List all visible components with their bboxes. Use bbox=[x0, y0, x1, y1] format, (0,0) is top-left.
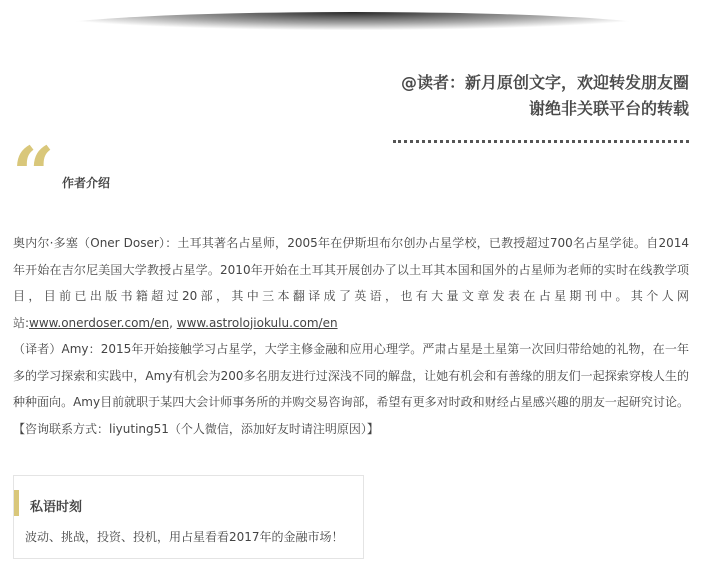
website-link-astrolojiokulu[interactable]: www.astrolojiokulu.com/en bbox=[176, 315, 338, 330]
whisper-title: 私语时刻 bbox=[30, 500, 83, 515]
top-divider-shadow bbox=[36, 12, 670, 30]
reprint-notice-line1: @读者：新月原创文字，欢迎转发朋友圈 bbox=[400, 73, 689, 92]
website-link-onerdoser[interactable]: www.onerdoser.com/en bbox=[29, 315, 170, 330]
reprint-notice-line2: 谢绝非关联平台的转载 bbox=[528, 99, 689, 118]
quote-icon: “ bbox=[12, 132, 55, 218]
translator-bio-paragraph: （译者）Amy：2015年开始接触学习占星学，大学主修金融和应用心理学。严肃占星是土星第一次回归带给她的礼物，在一年多的学习探索和实践中，Amy有机会为200多名朋友进行过深浅不同的解盘，让她有机会和有善缘的朋友们一起探索穿梭人生的种种面向。Amy目前就职于某四大会计师事务所的并购交易咨询部，希望有更多对时政和财经占星感兴趣的朋友一起研究讨论。【咨询联系方式：liyuting51（个人微信，添加好友时请注明原因）】 bbox=[13, 342, 689, 436]
dotted-divider bbox=[393, 140, 689, 143]
author-section-title: 作者介绍 bbox=[62, 176, 111, 190]
author-bio-paragraph bbox=[13, 230, 689, 336]
author-bio-text: 奥内尔·多塞（Oner Doser）：土耳其著名占星师，2005年在伊斯坦布尔创办占星学校，已教授超过700名占星学徒。自2014年开始在吉尔尼美国大学教授占星学。2010年开始在土耳其开展创办了以土耳其本国和国外的占星师为老师的实时在线教学项目，目前已出版书籍超过20部，其中三本翻译成了英语，也有大量文章发表在占星期刊中。其个人网站: bbox=[13, 236, 689, 330]
whisper-accent-bar bbox=[14, 490, 19, 516]
whisper-box bbox=[13, 475, 364, 559]
whisper-text: 波动、挑战，投资、投机，用占星看看2017年的金融市场！ bbox=[25, 530, 344, 544]
link-separator: , bbox=[169, 315, 177, 330]
reprint-notice bbox=[401, 70, 689, 122]
author-bio bbox=[13, 230, 689, 442]
